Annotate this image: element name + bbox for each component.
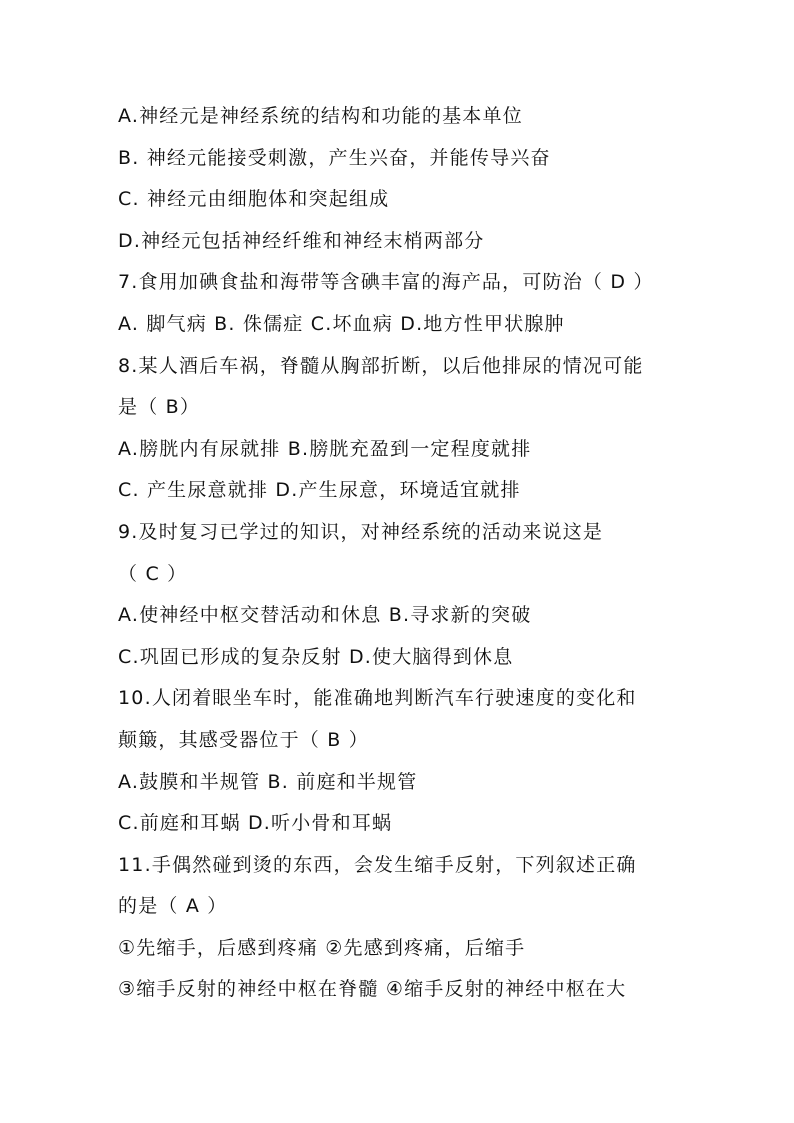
question-7: 7.食用加碘食盐和海带等含碘丰富的海产品，可防治（ D ） xyxy=(118,271,654,294)
question-8-line-1: 8.某人酒后车祸，脊髓从胸部折断，以后他排尿的情况可能 xyxy=(118,354,644,377)
question-10-line-1: 10.人闭着眼坐车时，能准确地判断汽车行驶速度的变化和 xyxy=(118,687,637,710)
question-11-line-1: 11.手偶然碰到烫的东西，会发生缩手反射，下列叙述正确 xyxy=(118,853,637,876)
question-10-options-cd: C.前庭和耳蜗 D.听小骨和耳蜗 xyxy=(118,812,393,835)
question-11-statements-34: ③缩手反射的神经中枢在脊髓 ④缩手反射的神经中枢在大 xyxy=(118,978,627,1001)
question-11-statements-12: ①先缩手，后感到疼痛 ②先感到疼痛，后缩手 xyxy=(118,936,526,959)
option-b-neuron-excitation: B. 神经元能接受刺激，产生兴奋，并能传导兴奋 xyxy=(118,146,551,169)
question-8-options-cd: C. 产生尿意就排 D.产生尿意，环境适宜就排 xyxy=(118,479,521,502)
option-d-neuron-fibers: D.神经元包括神经纤维和神经末梢两部分 xyxy=(118,229,485,252)
question-9-line-1: 9.及时复习已学过的知识，对神经系统的活动来说这是 xyxy=(118,520,604,543)
question-9-options-ab: A.使神经中枢交替活动和休息 B.寻求新的突破 xyxy=(118,604,532,627)
question-8-options-ab: A.膀胱内有尿就排 B.膀胱充盈到一定程度就排 xyxy=(118,437,532,460)
question-11-line-2: 的是（ A ） xyxy=(118,895,228,918)
question-10-options-ab: A.鼓膜和半规管 B. 前庭和半规管 xyxy=(118,770,418,793)
question-9-line-2: （ C ） xyxy=(118,562,188,585)
question-7-options: A. 脚气病 B. 侏儒症 C.坏血病 D.地方性甲状腺肿 xyxy=(118,312,565,335)
question-9-options-cd: C.巩固已形成的复杂反射 D.使大脑得到休息 xyxy=(118,645,514,668)
option-a-neuron-basic-unit: A.神经元是神经系统的结构和功能的基本单位 xyxy=(118,105,523,127)
page-text-block xyxy=(118,96,678,1011)
option-c-neuron-structure: C. 神经元由细胞体和突起组成 xyxy=(118,188,390,211)
question-10-line-2: 颠簸，其感受器位于（ B ） xyxy=(118,728,369,751)
question-8-line-2: 是（ B） xyxy=(118,396,201,419)
